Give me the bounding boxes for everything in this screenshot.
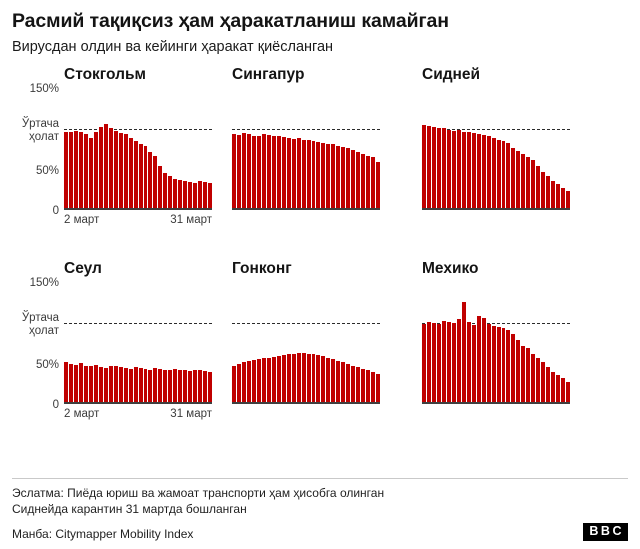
bar — [487, 136, 491, 210]
footer-divider — [12, 478, 628, 479]
bar — [531, 160, 535, 210]
bars-stockholm — [64, 90, 212, 210]
bar — [292, 139, 296, 210]
bar — [341, 362, 345, 404]
bars-hongkong — [232, 284, 380, 404]
bar — [516, 340, 520, 404]
bar — [316, 142, 320, 210]
y-axis-label-average-line1: Ўртача — [21, 117, 59, 130]
bar — [487, 324, 491, 404]
bar — [346, 148, 350, 210]
bar — [561, 378, 565, 404]
bar — [432, 323, 436, 404]
bar — [366, 156, 370, 210]
bar — [307, 354, 311, 404]
bar — [297, 138, 301, 210]
bar — [556, 375, 560, 404]
bar — [168, 370, 172, 404]
bar — [139, 368, 143, 404]
panel-title-seoul: Сеул — [64, 259, 102, 277]
bar — [316, 355, 320, 404]
bar — [134, 141, 138, 210]
bar — [119, 133, 123, 210]
bar — [139, 144, 143, 210]
bar — [341, 147, 345, 210]
bar — [566, 382, 570, 404]
bar — [312, 354, 316, 404]
bar — [129, 138, 133, 210]
x-axis-labels-stockholm — [64, 214, 212, 228]
bar — [208, 183, 212, 210]
chart-panel-sydney — [412, 66, 612, 242]
bar — [497, 140, 501, 210]
plot-singapore — [222, 90, 412, 242]
bar — [64, 132, 68, 210]
bar — [521, 346, 525, 404]
x-axis-labels-seoul — [64, 408, 212, 422]
bar — [292, 354, 296, 404]
bar — [361, 369, 365, 404]
chart-grid — [12, 66, 628, 436]
bar — [148, 152, 152, 210]
bar — [546, 176, 550, 210]
bar — [168, 176, 172, 210]
footer-note-2: Сиднейда карантин 31 мартда бошланган — [12, 502, 247, 517]
bar — [361, 154, 365, 210]
bar — [546, 367, 550, 404]
bar — [79, 132, 83, 210]
bar — [351, 150, 355, 210]
bar — [163, 370, 167, 404]
source-label: Манба: Citymapper Mobility Index — [12, 527, 194, 541]
bar — [277, 136, 281, 210]
bar — [437, 128, 441, 210]
y-axis-label-0: 0 — [52, 204, 59, 217]
bar — [536, 358, 540, 404]
bar — [492, 326, 496, 404]
bar — [482, 318, 486, 404]
bar — [94, 365, 98, 404]
bar — [148, 370, 152, 404]
bar — [198, 370, 202, 404]
chart-panel-seoul — [12, 260, 222, 436]
bar — [74, 365, 78, 404]
bar — [109, 128, 113, 210]
bar — [331, 144, 335, 210]
bars-sydney — [422, 90, 570, 210]
plot-sydney — [412, 90, 612, 242]
bar — [193, 183, 197, 210]
bar — [502, 328, 506, 404]
bar — [193, 370, 197, 404]
bar — [124, 134, 128, 210]
plot-stockholm — [12, 82, 222, 242]
bar — [69, 132, 73, 210]
bar — [153, 368, 157, 404]
bar — [326, 144, 330, 210]
bar — [114, 131, 118, 210]
bar — [457, 319, 461, 404]
y-axis-label-average — [22, 118, 64, 144]
plot-seoul — [12, 276, 222, 436]
bar — [188, 182, 192, 210]
bar — [178, 370, 182, 404]
bar — [346, 364, 350, 404]
bar — [356, 152, 360, 210]
bar — [462, 302, 466, 404]
bar — [277, 356, 281, 404]
bar — [462, 132, 466, 210]
bar — [94, 132, 98, 210]
bar — [188, 371, 192, 404]
bar — [482, 135, 486, 210]
footer-source-row — [12, 523, 628, 541]
bar — [521, 154, 525, 210]
bar — [153, 156, 157, 210]
x-axis-labels-mexico — [422, 408, 570, 422]
x-axis-line — [64, 402, 212, 404]
bar — [447, 322, 451, 404]
bar — [257, 136, 261, 210]
y-axis-label-150: 150% — [29, 276, 59, 289]
bar — [506, 330, 510, 404]
bar — [331, 359, 335, 404]
bar — [203, 371, 207, 404]
bar — [272, 136, 276, 210]
bar — [371, 372, 375, 404]
bar — [178, 180, 182, 210]
panel-title-hongkong: Гонконг — [232, 259, 292, 277]
chart-panel-hongkong — [222, 260, 412, 436]
bar — [144, 146, 148, 210]
x-axis-end-label: 31 март — [170, 213, 212, 226]
bar — [321, 356, 325, 404]
bar — [302, 140, 306, 210]
bar — [467, 132, 471, 210]
bar — [237, 135, 241, 210]
y-axis-label-0: 0 — [52, 398, 59, 411]
plot-mexico — [412, 284, 612, 436]
bar — [114, 366, 118, 404]
page-title: Расмий тақиқсиз ҳам ҳаракатланиш камайган — [12, 10, 449, 32]
bar — [134, 367, 138, 404]
y-axis-label-average-line1: Ўртача — [21, 311, 59, 324]
bar — [437, 324, 441, 404]
bar — [129, 369, 133, 404]
bar — [232, 366, 236, 404]
bar — [247, 134, 251, 210]
bar — [79, 363, 83, 404]
bars-singapore — [232, 90, 380, 210]
bar — [104, 368, 108, 404]
bar — [561, 188, 565, 210]
bar — [526, 348, 530, 404]
bar — [511, 148, 515, 210]
bar — [477, 134, 481, 210]
bar — [302, 353, 306, 404]
bar — [376, 374, 380, 404]
bar — [321, 143, 325, 210]
y-axis-label-average — [22, 312, 64, 338]
y-axis-label-150: 150% — [29, 82, 59, 95]
bar — [232, 134, 236, 210]
bar — [356, 367, 360, 404]
bar — [237, 364, 241, 404]
bar — [312, 141, 316, 210]
bar — [566, 191, 570, 210]
bar — [272, 357, 276, 404]
panel-title-sydney: Сидней — [422, 65, 481, 83]
panel-title-mexico: Мехико — [422, 259, 479, 277]
bar — [477, 316, 481, 404]
bar — [531, 354, 535, 404]
bar — [119, 367, 123, 404]
bar — [262, 134, 266, 210]
bar — [502, 141, 506, 210]
x-axis-line — [64, 208, 212, 210]
bar — [422, 125, 426, 210]
chart-panel-stockholm — [12, 66, 222, 242]
x-axis-labels-sydney — [422, 214, 570, 228]
panel-title-stockholm: Стокгольм — [64, 65, 146, 83]
x-axis-end-label: 31 март — [170, 407, 212, 420]
page-subtitle: Вирусдан олдин ва кейинги ҳаракат қиёсланган — [12, 38, 334, 55]
x-axis-line — [422, 402, 570, 404]
bar — [556, 184, 560, 210]
bar — [247, 361, 251, 404]
bar — [526, 157, 530, 210]
bar — [74, 131, 78, 210]
chart-panel-mexico — [412, 260, 612, 436]
x-axis-start-label: 2 март — [64, 407, 100, 420]
bar — [457, 130, 461, 210]
bar — [282, 137, 286, 210]
bar — [536, 166, 540, 210]
bar — [267, 135, 271, 210]
bar — [99, 127, 103, 210]
bar — [371, 157, 375, 210]
bar — [69, 364, 73, 404]
x-axis-line — [422, 208, 570, 210]
y-axis-label-50: 50% — [35, 358, 59, 371]
bar — [242, 133, 246, 210]
bar — [442, 321, 446, 404]
bar — [173, 179, 177, 210]
bar — [506, 143, 510, 210]
bar — [99, 367, 103, 404]
x-axis-start-label: 2 март — [64, 213, 100, 226]
bar — [472, 133, 476, 210]
bbc-logo: BBC — [583, 523, 628, 541]
bar — [336, 361, 340, 404]
bar — [89, 138, 93, 210]
bar — [287, 354, 291, 404]
x-axis-line — [232, 402, 380, 404]
bar — [472, 325, 476, 404]
x-axis-line — [232, 208, 380, 210]
y-axis-label-average-line2: ҳолат — [28, 325, 59, 338]
bar — [64, 362, 68, 404]
bar — [262, 358, 266, 404]
bar — [252, 360, 256, 404]
bar — [516, 151, 520, 210]
bar — [452, 131, 456, 210]
bars-mexico — [422, 284, 570, 404]
panel-title-singapore: Сингапур — [232, 65, 305, 83]
chart-row-2 — [12, 260, 628, 436]
bar — [427, 126, 431, 210]
bar — [307, 140, 311, 210]
bar — [551, 181, 555, 210]
bar — [158, 369, 162, 404]
bar — [497, 327, 501, 404]
bar — [144, 369, 148, 404]
bar — [252, 136, 256, 210]
bar — [467, 322, 471, 404]
footer — [12, 478, 628, 541]
x-axis-labels-hongkong — [232, 408, 380, 422]
bar — [452, 323, 456, 404]
bar — [376, 162, 380, 210]
bar — [163, 173, 167, 210]
bar — [242, 362, 246, 404]
bar — [183, 370, 187, 404]
bars-seoul — [64, 284, 212, 404]
bar — [287, 138, 291, 210]
bar — [422, 324, 426, 404]
bar — [183, 181, 187, 210]
bar — [208, 372, 212, 404]
chart-panel-singapore — [222, 66, 412, 242]
bar — [267, 358, 271, 404]
bar — [551, 372, 555, 404]
bar — [84, 134, 88, 210]
bar — [104, 124, 108, 210]
bar — [442, 128, 446, 210]
x-axis-labels-singapore — [232, 214, 380, 228]
footer-note-1: Эслатма: Пиёда юриш ва жамоат транспорти ҳам ҳисобга олинган — [12, 485, 385, 500]
bar — [158, 166, 162, 210]
bar — [198, 181, 202, 210]
y-axis-label-average-line2: ҳолат — [28, 131, 59, 144]
bar — [297, 353, 301, 404]
bar — [541, 362, 545, 404]
bar — [366, 370, 370, 404]
bar — [541, 172, 545, 210]
bar — [351, 366, 355, 404]
bar — [109, 366, 113, 404]
bar — [257, 359, 261, 404]
bar — [336, 146, 340, 210]
plot-hongkong — [222, 284, 412, 436]
bar — [447, 130, 451, 210]
bar — [511, 334, 515, 404]
chart-row-1 — [12, 66, 628, 242]
y-axis-label-50: 50% — [35, 164, 59, 177]
bar — [427, 322, 431, 404]
bar — [492, 138, 496, 210]
bar — [326, 358, 330, 404]
bar — [432, 127, 436, 210]
bar — [124, 368, 128, 404]
bar — [282, 355, 286, 404]
bar — [173, 369, 177, 404]
bar — [89, 366, 93, 404]
bar — [84, 366, 88, 404]
bar — [203, 182, 207, 210]
